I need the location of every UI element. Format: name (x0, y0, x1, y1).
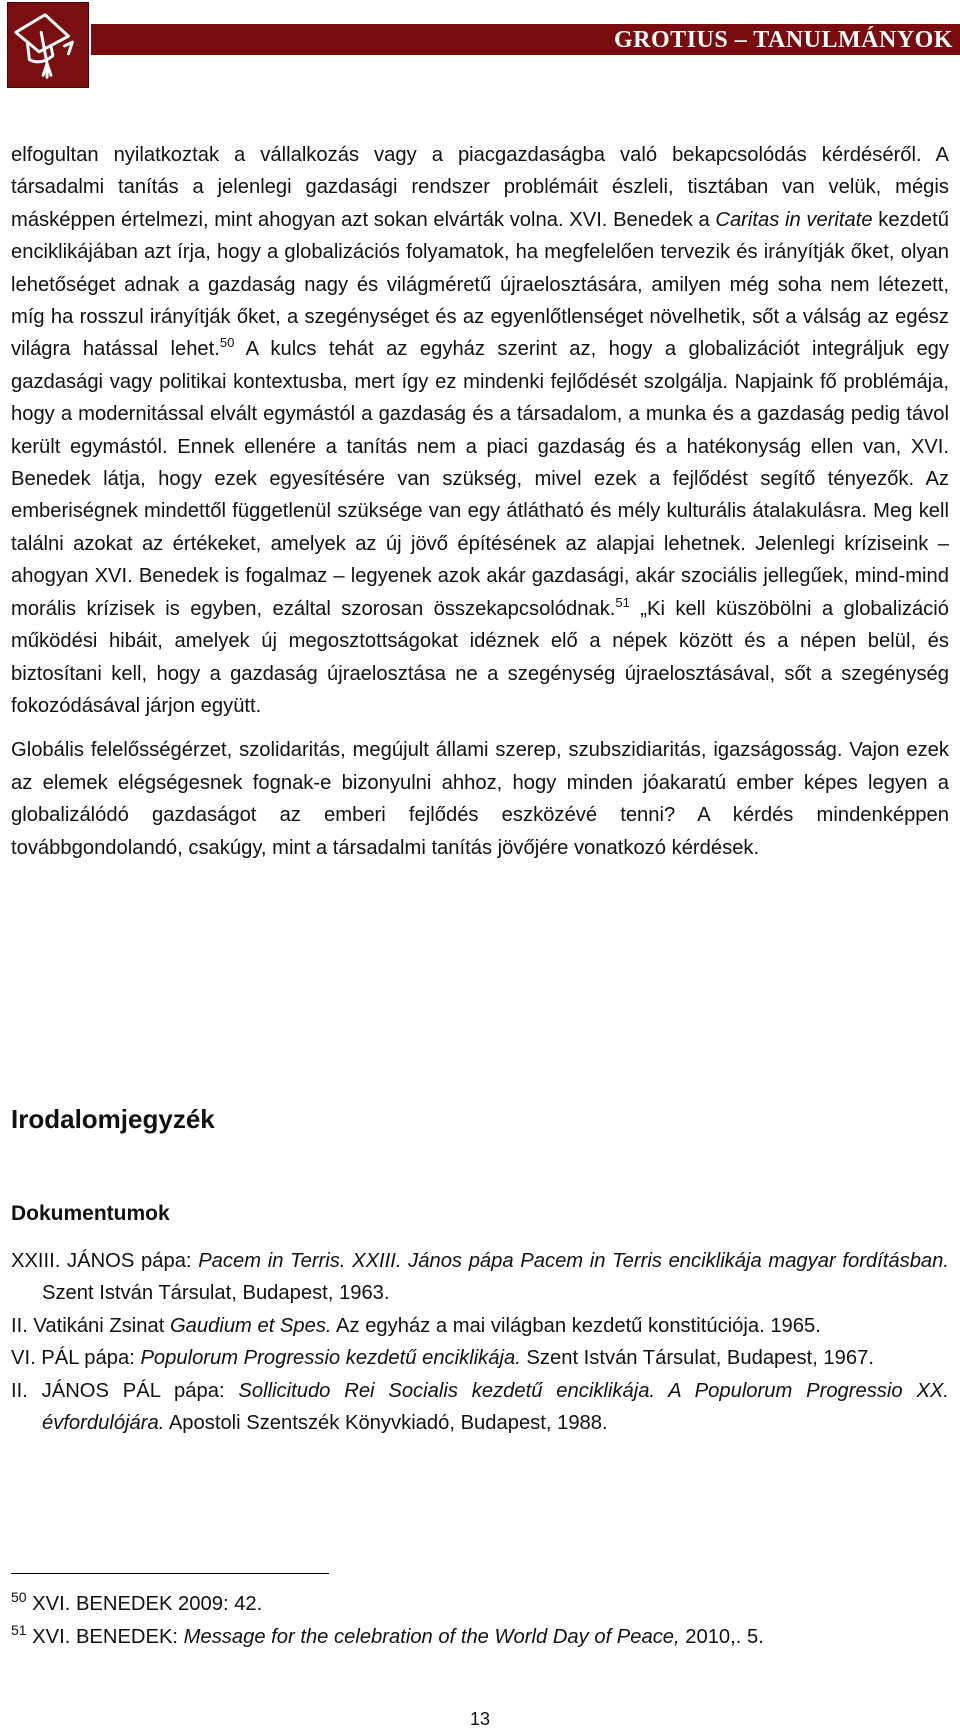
footnote-text: XVI. BENEDEK 2009: 42. (26, 1593, 263, 1615)
page-header (7, 2, 953, 90)
italic-title: Caritas in veritate (715, 208, 873, 231)
body-text (11, 139, 949, 864)
header-bar (91, 24, 960, 55)
footnote-number: 51 (11, 1622, 27, 1638)
footnote-51 (11, 1623, 764, 1651)
ref-publisher: Apostoli Szentszék Könyvkiadó, Budapest, 1988. (164, 1412, 608, 1435)
text-run: elfogultan nyilatkoztak a vállalkozás vagy a piacgazdaságba való bekapcsolódás kérdéséről. A társadalmi tanítás a jelenlegi gazdasági rendszer problémáit észleli, tisztában van velük, mégis másképpen értelmezi, mint ahogyan azt sokan elvárták volna. XVI. Benedek a (11, 144, 949, 231)
footnote-text: 2010,. 5. (679, 1626, 764, 1648)
paragraph-1 (11, 139, 949, 722)
reference-item (11, 1375, 949, 1440)
text-run: „Ki kell küszöbölni a globalizáció működési hibáit, amelyek új megosztottságokat idéznek elő a népek között és a népen belül, és biztosítani kell, hogy a gazdaság újraelosztása ne a szegénység újraelosztásával, sőt a szegénység fokozódásával járjon együtt. (11, 597, 949, 717)
ref-author: VI. PÁL pápa: (11, 1347, 141, 1370)
ref-publisher: Szent István Társulat, Budapest, 1967. (520, 1347, 874, 1370)
graduation-cap-logo-icon (7, 2, 89, 88)
header-title: GROTIUS – TANULMÁNYOK (614, 27, 953, 53)
footnote-ref-50[interactable]: 50 (219, 335, 235, 351)
ref-title: Gaudium et Spes. (169, 1314, 332, 1337)
footnote-text: XVI. BENEDEK: (26, 1626, 184, 1648)
footnote-title: Message for the celebration of the World Day of Peace, (183, 1626, 680, 1648)
footnote-separator (11, 1573, 329, 1574)
footnote-50 (11, 1590, 262, 1618)
paragraph-2: Globális felelősségérzet, szolidaritás, megújult állami szerep, szubszidiaritás, igazságosság. Vajon ezek az elemek elégségesnek fognak-e bizonyulni ahhoz, hogy minden jóakaratú ember képes legyen a globalizálódó gazdaságot az emberi fejlődés eszközévé tenni? A kérdés mindenképpen továbbgondolandó, csakúgy, mint a társadalmi tanítás jövőjére vonatkozó kérdések. (11, 739, 949, 859)
reference-item (11, 1310, 949, 1342)
ref-author: II. Vatikáni Zsinat (11, 1314, 170, 1337)
text-run: kezdetű enciklikájában azt írja, hogy a globalizációs folyamatok, ha megfelelően tervezik és irányítják őket, olyan lehetőséget adnak a gazdaság nagy és világméretű újraelosztására, amilyen még soha nem létezett, míg ha rosszul irányítják őket, a szegénységet és az egyenlőtlenséget növelhetik, sőt a válság az egész világra hatással lehet. (11, 208, 949, 361)
documents-subheading: Dokumentumok (11, 1202, 170, 1225)
reference-list (11, 1245, 949, 1439)
text-run: A kulcs tehát az egyház szerint az, hogy a globalizációt integráljuk egy gazdasági vagy politikai kontextusba, mert így ez mindenki fejlődését szolgálja. Napjaink fő problémája, hogy a modernitással elvált egymástól a gazdaság és a társadalom, a munka és a gazdaság pedig távol került egymástól. Ennek ellenére a tanítás nem a piaci gazdaság és a hatékonyság ellen van, XVI. Benedek látja, hogy ezek egyesítésére van szükség, mivel ezek a fejlődést segítő tényezők. Az emberiségnek mindettől függetlenül szüksége van egy átlátható és mély kulturális átalakulásra. Meg kell találni azokat az értékeket, amelyek az új jövő építésének az alapjai lehetnek. Jelenlegi krízisеink – ahogyan XVI. Benedek is fogalmaz – legyenek azok akár gazdasági, akár szociális jellegűek, mind-mind morális krízisek is egyben, ezáltal szorosan összekapcsolódnak. (11, 338, 949, 620)
ref-publisher: Az egyház a mai világban kezdetű konstitúciója. 1965. (331, 1314, 821, 1337)
reference-item (11, 1245, 949, 1310)
footnote-number: 50 (11, 1589, 27, 1605)
ref-title: Sollicitudo Rei Socialis kezdetű enciklikája. A Populorum Progressio XX. évfordulójára. (42, 1379, 949, 1435)
page-number: 13 (469, 1709, 491, 1729)
ref-title: Pacem in Terris. XXIII. János pápa Pacem in Terris enciklikája magyar fordításban. (198, 1250, 949, 1272)
bibliography-heading: Irodalomjegyzék (11, 1104, 215, 1134)
ref-author: II. JÁNOS PÁL pápa: (11, 1379, 239, 1402)
footnote-ref-51[interactable]: 51 (615, 594, 630, 610)
ref-title: Populorum Progressio kezdetű enciklikája. (140, 1347, 521, 1370)
ref-author: XXIII. JÁNOS pápa: (11, 1250, 199, 1272)
reference-item (11, 1342, 949, 1374)
ref-publisher: Szent István Társulat, Budapest, 1963. (42, 1282, 390, 1305)
